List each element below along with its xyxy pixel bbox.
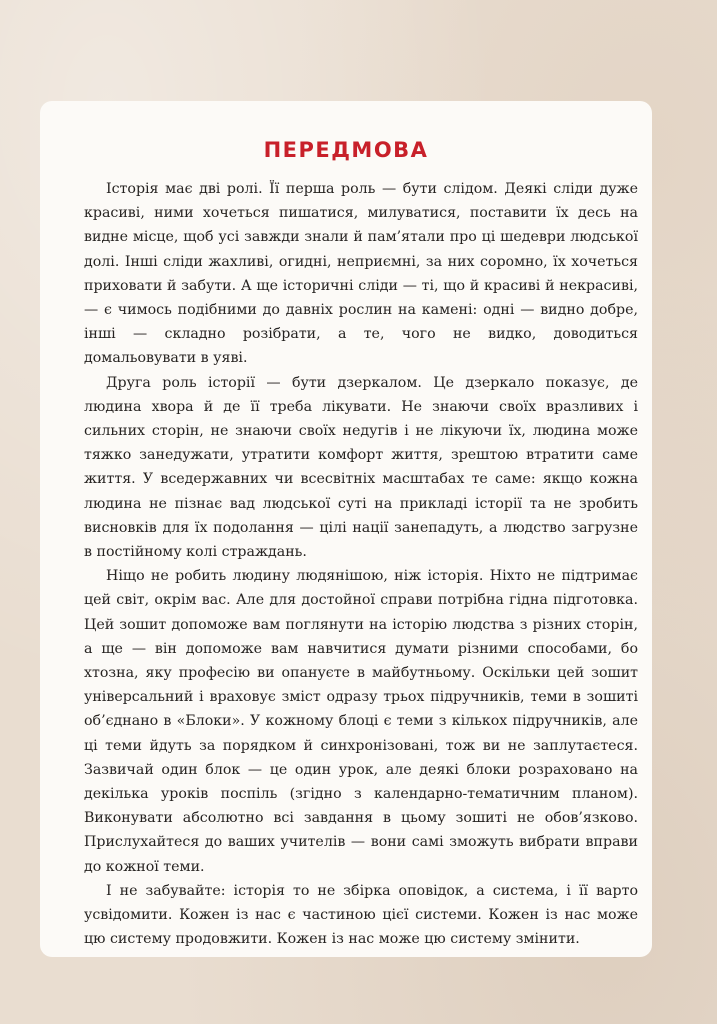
paragraph-3: Ніщо не робить людину людянішою, ніж історія. Ніхто не підтримає цей світ, окрім вас. Але для достойної справи потрібна гідна підготовка. Цей зошит допоможе вам поглянути на історію людства з різних сторін, а ще — він допоможе вам навчитися думати різними способами, бо хтозна, яку професію ви опануєте в майбутньому. Оскільки цей зошит універсальний і враховує зміст одразу трьох підручників, теми в зошиті об’єднано в «Блоки». У кожному блоці є теми з кількох підручників, але ці теми йдуть за порядком й синхронізовані, тож ви не заплутаєтеся. Зазвичай один блок — це один урок, але деякі блоки розраховано на декілька уроків поспіль (згідно з календарно-тематичним планом). Виконувати абсолютно всі завдання в цьому зошиті не обов’язково. Прислухайтеся до ваших учителів — вони самі зможуть вибрати вправи до кожної теми. <box>84 568 638 875</box>
paragraph-1: Історія має дві ролі. Її перша роль — бути слідом. Деякі сліди дуже красиві, ними хочеться пишатися, милуватися, поставити їх десь на видне місце, щоб усі завжди знали й пам’ятали про ці шедеври людської долі. Інші сліди жахливі, огидні, неприємні, за них соромно, їх хочеться приховати й забути. А ще історичні сліди — ті, що й красиві й некрасиві, — є чимось подібними до давніх рослин на камені: одні — видно добре, інші — складно розібрати, а те, чого не видко, доводиться домальовувати в уяві. <box>84 181 638 367</box>
preface-body <box>84 177 638 952</box>
preface-card <box>40 101 652 957</box>
paragraph-4: І не забувайте: історія то не збірка оповідок, а система, і її варто усвідомити. Кожен із нас є частиною цієї системи. Кожен із нас може цю систему продовжити. Кожен із нас може цю систему змінити. <box>84 882 638 948</box>
page-title: ПЕРЕДМОВА <box>263 138 429 162</box>
paragraph-2: Друга роль історії — бути дзеркалом. Це дзеркало показує, де людина хвора й де її треба лікувати. Не знаючи своїх вразливих і сильних сторін, не знаючи своїх недугів і не лікуючи їх, людина може тяжко занедужати, утратити комфорт життя, зрештою втратити саме життя. У вседержавних чи всесвітніх масштабах те саме: якщо кожна людина не пізнає вад людської суті на прикладі історії та не зробить висновків для їх подолання — цілі нації занепадуть, а людство загрузне в постійному колі страждань. <box>84 374 638 561</box>
